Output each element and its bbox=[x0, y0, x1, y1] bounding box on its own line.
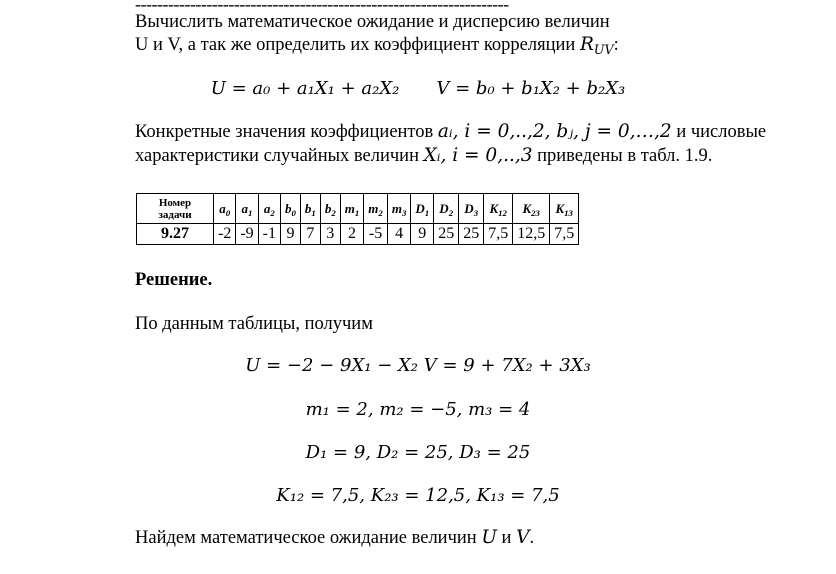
table-cell-b0: 9 bbox=[280, 224, 300, 245]
table-header-b1: $b_1$ bbox=[300, 194, 320, 224]
table-header-m2: $m_2$ bbox=[364, 194, 388, 224]
separator-line: -------------------------------------------------------------------- bbox=[135, 0, 509, 14]
table-cell-a1: -9 bbox=[236, 224, 258, 245]
table-cell-d1: 9 bbox=[411, 224, 434, 245]
find-expectation-line bbox=[135, 527, 534, 549]
formula-u: U = a₀ + a₁X₁ + a₂X₂ bbox=[210, 78, 400, 99]
table-cell-k23: 12,5 bbox=[513, 224, 550, 245]
intro-line-2 bbox=[135, 34, 619, 56]
table-header-a2: $a_2$ bbox=[258, 194, 280, 224]
find-text: Найдем математическое ожидание величин bbox=[135, 528, 482, 548]
table-cell-k13: 7,5 bbox=[550, 224, 579, 245]
table-header-k23: $K_{23}$ bbox=[513, 194, 550, 224]
table-cell-a2: -1 bbox=[258, 224, 280, 245]
table-header-d1: $D_1$ bbox=[411, 194, 434, 224]
table-header-k13: $K_{13}$ bbox=[550, 194, 579, 224]
table-cell-m1: 2 bbox=[340, 224, 364, 245]
table-header-a0: $a_0$ bbox=[214, 194, 236, 224]
coefficients-table bbox=[136, 193, 579, 245]
r-uv-symbol: $R_{UV}$ bbox=[579, 34, 614, 58]
table-cell-d3: 25 bbox=[459, 224, 484, 245]
table-row bbox=[137, 224, 579, 245]
result-d: D₁ = 9, D₂ = 25, D₃ = 25 bbox=[305, 442, 531, 463]
solution-heading: Решение. bbox=[135, 270, 213, 290]
table-cell-b1: 7 bbox=[300, 224, 320, 245]
para-line-2-math: Xᵢ, i = 0,..,3 bbox=[423, 145, 533, 166]
table-header-d3: $D_3$ bbox=[459, 194, 484, 224]
para-line-1-a: Конкретные значения коэффициентов bbox=[135, 122, 438, 142]
intro-line-2-end: : bbox=[613, 35, 619, 55]
table-cell-b2: 3 bbox=[320, 224, 340, 245]
table-cell-d2: 25 bbox=[434, 224, 459, 245]
table-header-d2: $D_2$ bbox=[434, 194, 459, 224]
table-header-row bbox=[137, 194, 579, 224]
table-header-b0: $b_0$ bbox=[280, 194, 300, 224]
para-line-1 bbox=[135, 121, 766, 143]
para-line-2-b: приведены в табл. 1.9. bbox=[532, 146, 713, 166]
result-k: K₁₂ = 7,5, K₂₃ = 12,5, K₁₃ = 7,5 bbox=[276, 485, 560, 506]
table-cell-number: 9.27 bbox=[137, 224, 214, 245]
table-header-m3: $m_3$ bbox=[387, 194, 411, 224]
find-v: V bbox=[516, 527, 530, 548]
table-header-a1: $a_1$ bbox=[236, 194, 258, 224]
table-cell-m2: -5 bbox=[364, 224, 388, 245]
find-u: U bbox=[481, 527, 497, 548]
para-line-1-b: и числовые bbox=[671, 122, 767, 142]
para-line-1-math: aᵢ, i = 0,..,2, bⱼ, j = 0,…,2 bbox=[437, 121, 672, 142]
para-line-2 bbox=[135, 145, 712, 167]
find-end: . bbox=[529, 528, 535, 548]
result-uv: U = −2 − 9X₁ − X₂ V = 9 + 7X₂ + 3X₃ bbox=[245, 355, 591, 376]
intro-line-1: Вычислить математическое ожидание и дисперсию величин bbox=[135, 12, 610, 32]
table-cell-k12: 7,5 bbox=[484, 224, 513, 245]
formula-uv bbox=[0, 78, 836, 99]
table-header-b2: $b_2$ bbox=[320, 194, 340, 224]
table-header-number: Номер задачи bbox=[137, 194, 214, 224]
result-m: m₁ = 2, m₂ = −5, m₃ = 4 bbox=[305, 399, 531, 420]
find-and: и bbox=[496, 528, 517, 548]
by-table-text: По данным таблицы, получим bbox=[135, 314, 373, 334]
formula-v: V = b₀ + b₁X₂ + b₂X₃ bbox=[436, 78, 626, 99]
table-header-k12: $K_{12}$ bbox=[484, 194, 513, 224]
table-cell-m3: 4 bbox=[387, 224, 411, 245]
table-cell-a0: -2 bbox=[214, 224, 236, 245]
para-line-2-a: характеристики случайных величин bbox=[135, 146, 424, 166]
intro-line-2-text: U и V, а так же определить их коэффициент корреляции bbox=[135, 35, 580, 55]
table-header-m1: $m_1$ bbox=[340, 194, 364, 224]
